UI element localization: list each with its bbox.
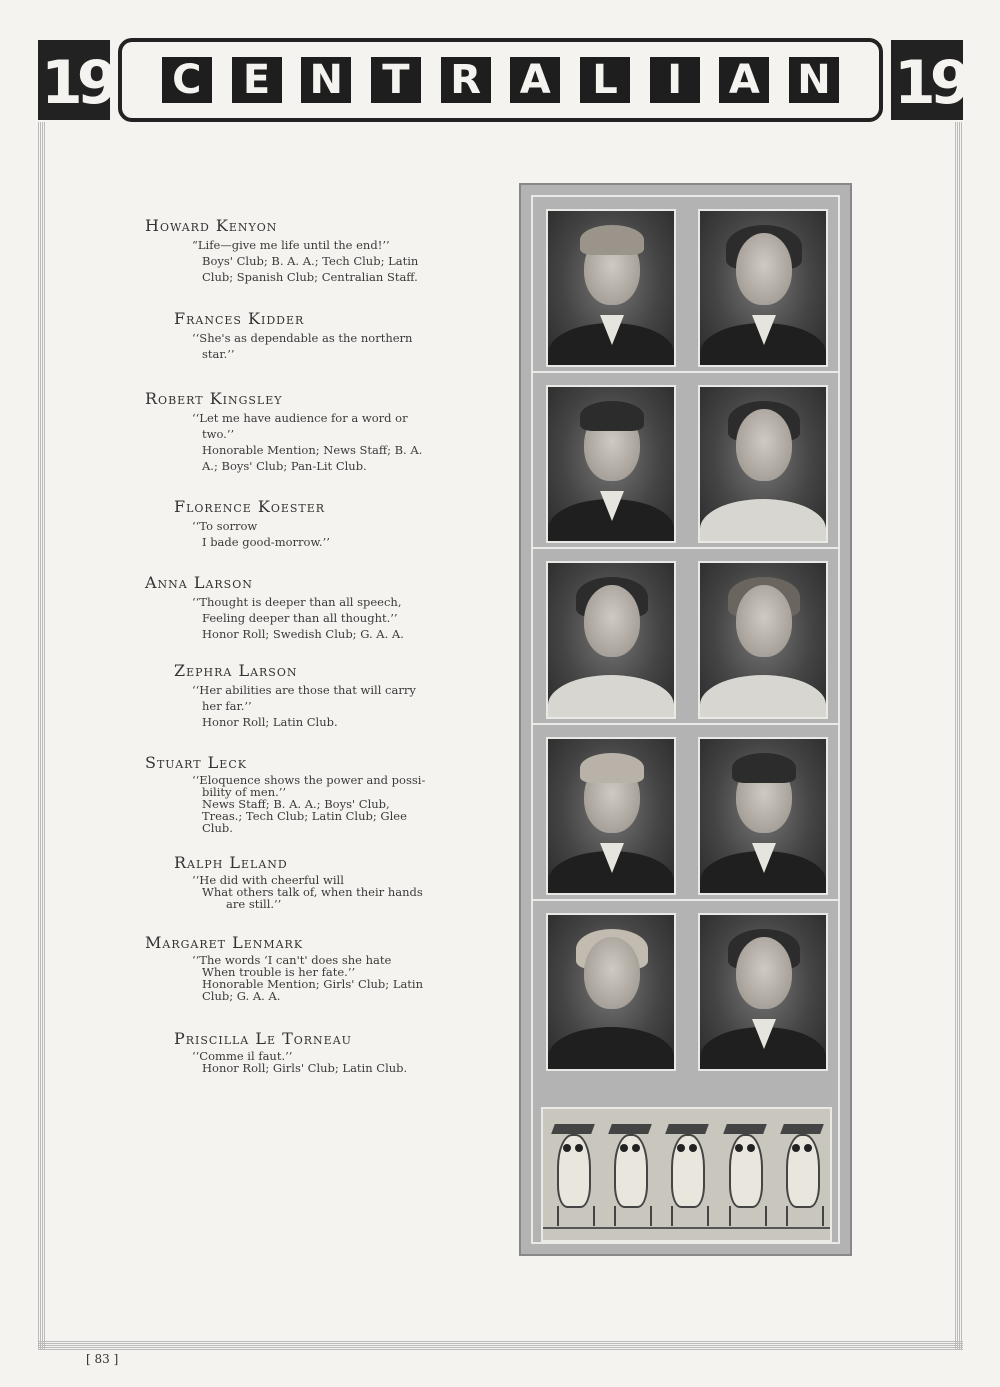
entry-ralph-leland xyxy=(174,853,514,910)
activities-line: Club. xyxy=(202,821,233,835)
entry-robert-kingsley xyxy=(145,389,485,474)
year-left: 19 xyxy=(38,40,110,120)
activities-line: Boys' Club; B. A. A.; Tech Club; Latin xyxy=(202,254,419,268)
activities-line: Honorable Mention; News Staff; B. A. xyxy=(202,443,423,457)
quote-line: “Life—give me life until the end!’’ xyxy=(192,238,390,252)
activities-line: News Staff; B. A. A.; Boys' Club, xyxy=(202,797,390,811)
portrait-row xyxy=(533,197,838,373)
banner-letter: A xyxy=(504,51,566,109)
student-name: Anna Larson xyxy=(145,573,253,592)
quote-line: ‘‘He did with cheerful will xyxy=(192,873,344,887)
student-name: Robert Kingsley xyxy=(145,389,283,408)
student-name: Frances Kidder xyxy=(174,309,305,328)
activities-line: Honor Roll; Girls' Club; Latin Club. xyxy=(202,1061,408,1075)
page-number: [ 83 ] xyxy=(86,1352,119,1366)
portrait-photo xyxy=(546,737,676,895)
quote-line: her far.’’ xyxy=(202,699,252,713)
banner-letter: N xyxy=(783,51,845,109)
owl-graduate-icon xyxy=(665,1120,707,1230)
owl-cartoon-panel xyxy=(541,1107,832,1242)
owl-graduate-icon xyxy=(780,1120,822,1230)
student-name: Florence Koester xyxy=(174,497,326,516)
portrait-photo xyxy=(698,385,828,543)
activities-line: Honor Roll; Swedish Club; G. A. A. xyxy=(202,627,404,641)
owl-perch-line xyxy=(543,1227,830,1229)
quote-line: ‘‘She's as dependable as the northern xyxy=(192,331,413,345)
student-name: Howard Kenyon xyxy=(145,216,278,235)
activities-line: Honorable Mention; Girls' Club; Latin xyxy=(202,977,424,991)
activities-line: Club; Spanish Club; Centralian Staff. xyxy=(202,270,418,284)
activities-line: Treas.; Tech Club; Latin Club; Glee xyxy=(202,809,407,823)
student-name: Margaret Lenmark xyxy=(145,933,304,952)
activities-line: Honor Roll; Latin Club. xyxy=(202,715,338,729)
quote-line: ‘‘Eloquence shows the power and possi- xyxy=(192,773,426,787)
student-name: Ralph Leland xyxy=(174,853,288,872)
entry-frances-kidder xyxy=(174,309,514,362)
entry-howard-kenyon xyxy=(145,216,485,285)
portrait-row xyxy=(533,725,838,901)
banner-letter: T xyxy=(365,51,427,109)
portrait-photo xyxy=(546,913,676,1071)
quote-line: ‘‘Thought is deeper than all speech, xyxy=(192,595,402,609)
entry-margaret-lenmark xyxy=(145,933,485,1002)
page-frame-right xyxy=(955,122,963,1350)
student-name: Zephra Larson xyxy=(174,661,298,680)
entry-florence-koester xyxy=(174,497,514,550)
entry-stuart-leck xyxy=(145,753,485,834)
banner-letter: I xyxy=(644,51,706,109)
student-name: Priscilla Le Torneau xyxy=(174,1029,352,1048)
quote-line: star.’’ xyxy=(202,347,235,361)
owl-graduate-icon xyxy=(723,1120,765,1230)
year-right: 19 xyxy=(891,40,963,120)
banner-letter: R xyxy=(435,51,497,109)
portrait-photo xyxy=(546,385,676,543)
activities-line: A.; Boys' Club; Pan-Lit Club. xyxy=(202,459,367,473)
student-name: Stuart Leck xyxy=(145,753,247,772)
portrait-row xyxy=(533,373,838,549)
quote-line: Feeling deeper than all thought.’’ xyxy=(202,611,398,625)
quote-line: ‘‘Her abilities are those that will carry xyxy=(192,683,416,697)
quote-line: What others talk of, when their hands xyxy=(202,885,423,899)
portrait-photo xyxy=(546,561,676,719)
portrait-column xyxy=(519,183,852,1256)
banner-letter: C xyxy=(156,51,218,109)
activities-line: Club; G. A. A. xyxy=(202,989,281,1003)
portrait-photo xyxy=(698,209,828,367)
banner-letter: E xyxy=(226,51,288,109)
entry-zephra-larson xyxy=(174,661,514,730)
portrait-row xyxy=(533,901,838,1077)
quote-line: ‘‘The words ‘I can't' does she hate xyxy=(192,953,392,967)
entry-anna-larson xyxy=(145,573,485,642)
banner-letter: N xyxy=(295,51,357,109)
quote-line: ‘‘Let me have audience for a word or xyxy=(192,411,408,425)
quote-line: two.’’ xyxy=(202,427,235,441)
quote-line: are still.’’ xyxy=(226,897,282,911)
quote-line: ‘‘To sorrow xyxy=(192,519,258,533)
portrait-photo xyxy=(546,209,676,367)
portrait-row xyxy=(533,549,838,725)
portrait-photo xyxy=(698,913,828,1071)
banner-letter: L xyxy=(574,51,636,109)
portrait-photo xyxy=(698,737,828,895)
banner-letter: A xyxy=(713,51,775,109)
quote-line: When trouble is her fate.’’ xyxy=(202,965,356,979)
owl-graduate-icon xyxy=(608,1120,650,1230)
portrait-photo xyxy=(698,561,828,719)
quote-line: ‘‘Comme il faut.’’ xyxy=(192,1049,293,1063)
quote-line: bility of men.’’ xyxy=(202,785,287,799)
quote-line: I bade good-morrow.’’ xyxy=(202,535,330,549)
owl-graduate-icon xyxy=(551,1120,593,1230)
entry-priscilla-le-torneau xyxy=(174,1029,514,1074)
